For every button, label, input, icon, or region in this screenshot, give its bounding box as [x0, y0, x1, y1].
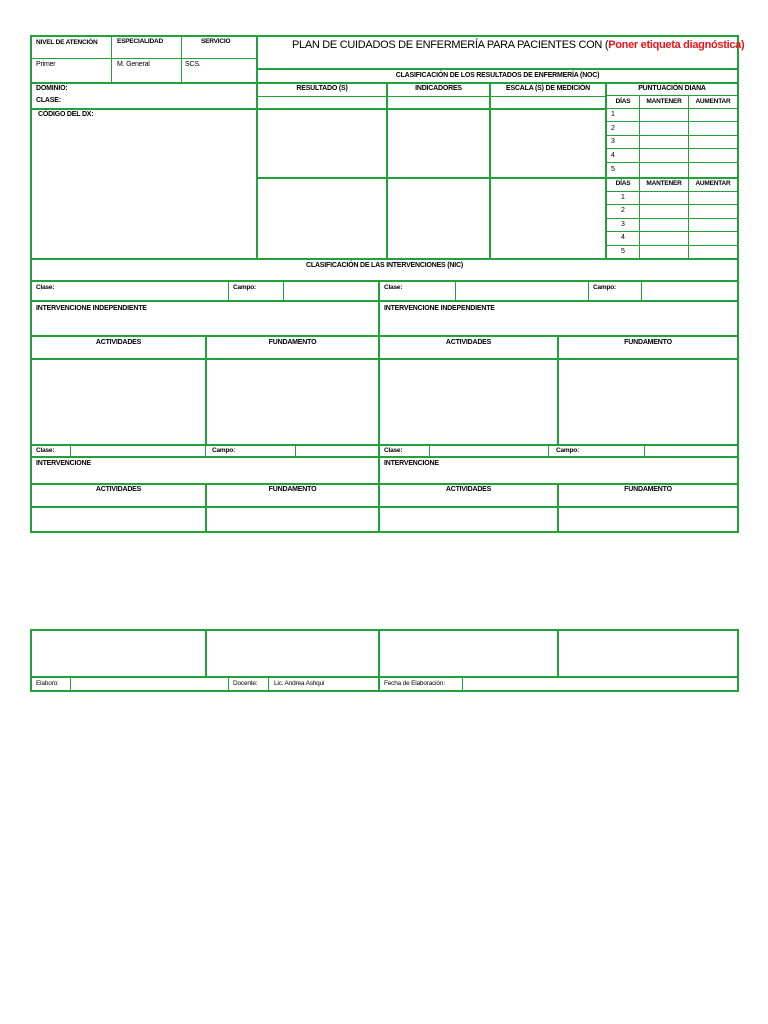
fundamento-header-3: FUNDAMENTO	[268, 486, 317, 493]
puntuacion-title-rule	[606, 95, 739, 96]
nic-row1-div-c	[455, 281, 456, 301]
nic-intervencione-rule	[30, 483, 739, 485]
nic-row1-div-d	[588, 281, 589, 301]
noc-mid-rule	[256, 177, 607, 179]
nic-center-divider	[378, 281, 380, 532]
docente-label: Docente:	[233, 680, 258, 687]
fundamento-header-1: FUNDAMENTO	[268, 339, 317, 346]
diana-rule-b5	[606, 245, 739, 246]
nic-row2-rule	[30, 456, 739, 458]
diana-rule-a2	[606, 121, 739, 122]
mantener-header-a: MANTENER	[646, 98, 682, 105]
day-b-5: 5	[621, 248, 625, 255]
nic2-act-header-rule	[30, 506, 739, 508]
diana-rule-b2	[606, 204, 739, 205]
diana-rule-a5	[606, 162, 739, 163]
fecha-label: Fecha de Elaboración:	[384, 680, 445, 687]
actividades-header-1: ACTIVIDADES	[95, 339, 142, 346]
dominio-label: DOMINIO:	[36, 85, 68, 92]
nivel-value: Primer	[36, 61, 56, 68]
nic-heading: CLASIFICACIÓN DE LAS INTERVENCIONES (NIC)	[306, 262, 463, 269]
nic-act-div-left	[205, 336, 207, 445]
independiente-left: INTERVENCIONE INDEPENDIENTE	[36, 305, 147, 312]
dias-header-b: DÍAS	[615, 180, 631, 187]
footer-mid-rule	[30, 676, 739, 678]
day-a-5: 5	[611, 166, 615, 173]
frame-right	[737, 35, 739, 533]
footer-left	[30, 629, 32, 692]
nic-act-div-right	[557, 336, 559, 445]
noc-bottom-rule	[30, 258, 739, 260]
day-a-3: 3	[611, 138, 615, 145]
footer-row-div-d	[462, 677, 463, 691]
actividades-header-3: ACTIVIDADES	[95, 486, 142, 493]
noc-heading: CLASIFICACIÓN DE LOS RESULTADOS DE ENFERMERÍA (NOC)	[395, 72, 600, 79]
actividades-header-2: ACTIVIDADES	[445, 339, 492, 346]
puntuacion-header: PUNTUACIÓN DIANA	[638, 85, 706, 92]
footer-right	[737, 629, 739, 692]
intervencione-right: INTERVENCIONE	[384, 460, 439, 467]
page-title-main: PLAN DE CUIDADOS DE ENFERMERÍA PARA PACIENTES CON (	[292, 39, 609, 51]
footer-row-div-a	[70, 677, 71, 691]
day-b-1: 1	[621, 194, 625, 201]
nic-independiente-rule	[30, 335, 739, 337]
footer-col-1	[205, 630, 207, 677]
page-title	[292, 39, 744, 52]
diana-rule-b1	[606, 191, 739, 192]
clase-label: CLASE:	[36, 97, 61, 104]
diana-rule-a1	[606, 108, 739, 109]
nic2-campo-left: Campo:	[212, 447, 235, 454]
day-a-1: 1	[611, 111, 615, 118]
indicadores-header: INDICADORES	[415, 85, 462, 92]
noc-header-rule	[256, 96, 607, 97]
header-label-rule	[30, 58, 257, 59]
mantener-header-b: MANTENER	[646, 180, 682, 187]
nic-act-body-rule	[30, 444, 739, 446]
dias-header-a: DÍAS	[615, 98, 631, 105]
day-b-4: 4	[621, 234, 625, 241]
footer-row-div-c	[268, 677, 269, 691]
aumentar-header-a: AUMENTAR	[695, 98, 731, 105]
nic-clase-left: Clase:	[36, 284, 55, 291]
nic2-clase-right: Clase:	[384, 447, 403, 454]
day-a-4: 4	[611, 152, 615, 159]
frame-bottom	[30, 531, 739, 533]
nivel-label: NIVEL DE ATENCIÓN	[36, 39, 98, 46]
nic-campo-right: Campo:	[593, 284, 616, 291]
nic-act-header-rule	[30, 358, 739, 360]
especialidad-label: ESPECIALIDAD	[117, 38, 163, 45]
nic-clase-row-rule	[30, 300, 739, 302]
docente-value: Lic. Andrea Ashqui	[274, 680, 325, 687]
diana-rule-a4	[606, 148, 739, 149]
nic-heading-rule	[30, 280, 739, 282]
day-b-3: 3	[621, 221, 625, 228]
day-b-2: 2	[621, 207, 625, 214]
actividades-header-4: ACTIVIDADES	[445, 486, 492, 493]
especialidad-value: M. General	[117, 61, 150, 68]
fundamento-header-2: FUNDAMENTO	[624, 339, 672, 346]
footer-bottom	[30, 690, 739, 692]
diana-rule-b3	[606, 218, 739, 219]
servicio-value: SCS.	[185, 61, 201, 68]
nic2-campo-right: Campo:	[556, 447, 579, 454]
independiente-right: INTERVENCIONE INDEPENDIENTE	[384, 305, 495, 312]
intervencione-left: INTERVENCIONE	[36, 460, 91, 467]
nic-row1-div-b	[283, 281, 284, 301]
footer-col-2	[378, 630, 380, 691]
nic-campo-left: Campo:	[233, 284, 256, 291]
diana-rule-a3	[606, 135, 739, 136]
page-title-red: Poner etiqueta diagnóstica)	[608, 39, 745, 51]
resultado-header: RESULTADO (S)	[296, 85, 348, 92]
header-bottom-rule	[30, 82, 739, 84]
nic-row1-div-e	[641, 281, 642, 301]
nic2-clase-left: Clase:	[36, 447, 55, 454]
footer-top	[30, 629, 739, 631]
nic-clase-right: Clase:	[384, 284, 403, 291]
day-a-2: 2	[611, 125, 615, 132]
elaboro-label: Elaboro:	[36, 680, 59, 687]
diana-rule-b4	[606, 231, 739, 232]
header-title-rule	[256, 68, 739, 70]
frame-top	[30, 35, 739, 37]
servicio-label: SERVICIO	[201, 38, 231, 45]
codigo-dx-label: CÓDIGO DEL DX:	[38, 111, 94, 118]
nic-row1-div-a	[228, 281, 229, 301]
noc-codigo-rule	[30, 108, 606, 110]
footer-col-3	[557, 630, 559, 677]
aumentar-header-b: AUMENTAR	[695, 180, 731, 187]
escala-header: ESCALA (S) DE MEDICIÓN	[505, 85, 590, 92]
diana-rule-a6	[606, 177, 739, 179]
footer-row-div-b	[228, 677, 229, 691]
fundamento-header-4: FUNDAMENTO	[624, 486, 672, 493]
